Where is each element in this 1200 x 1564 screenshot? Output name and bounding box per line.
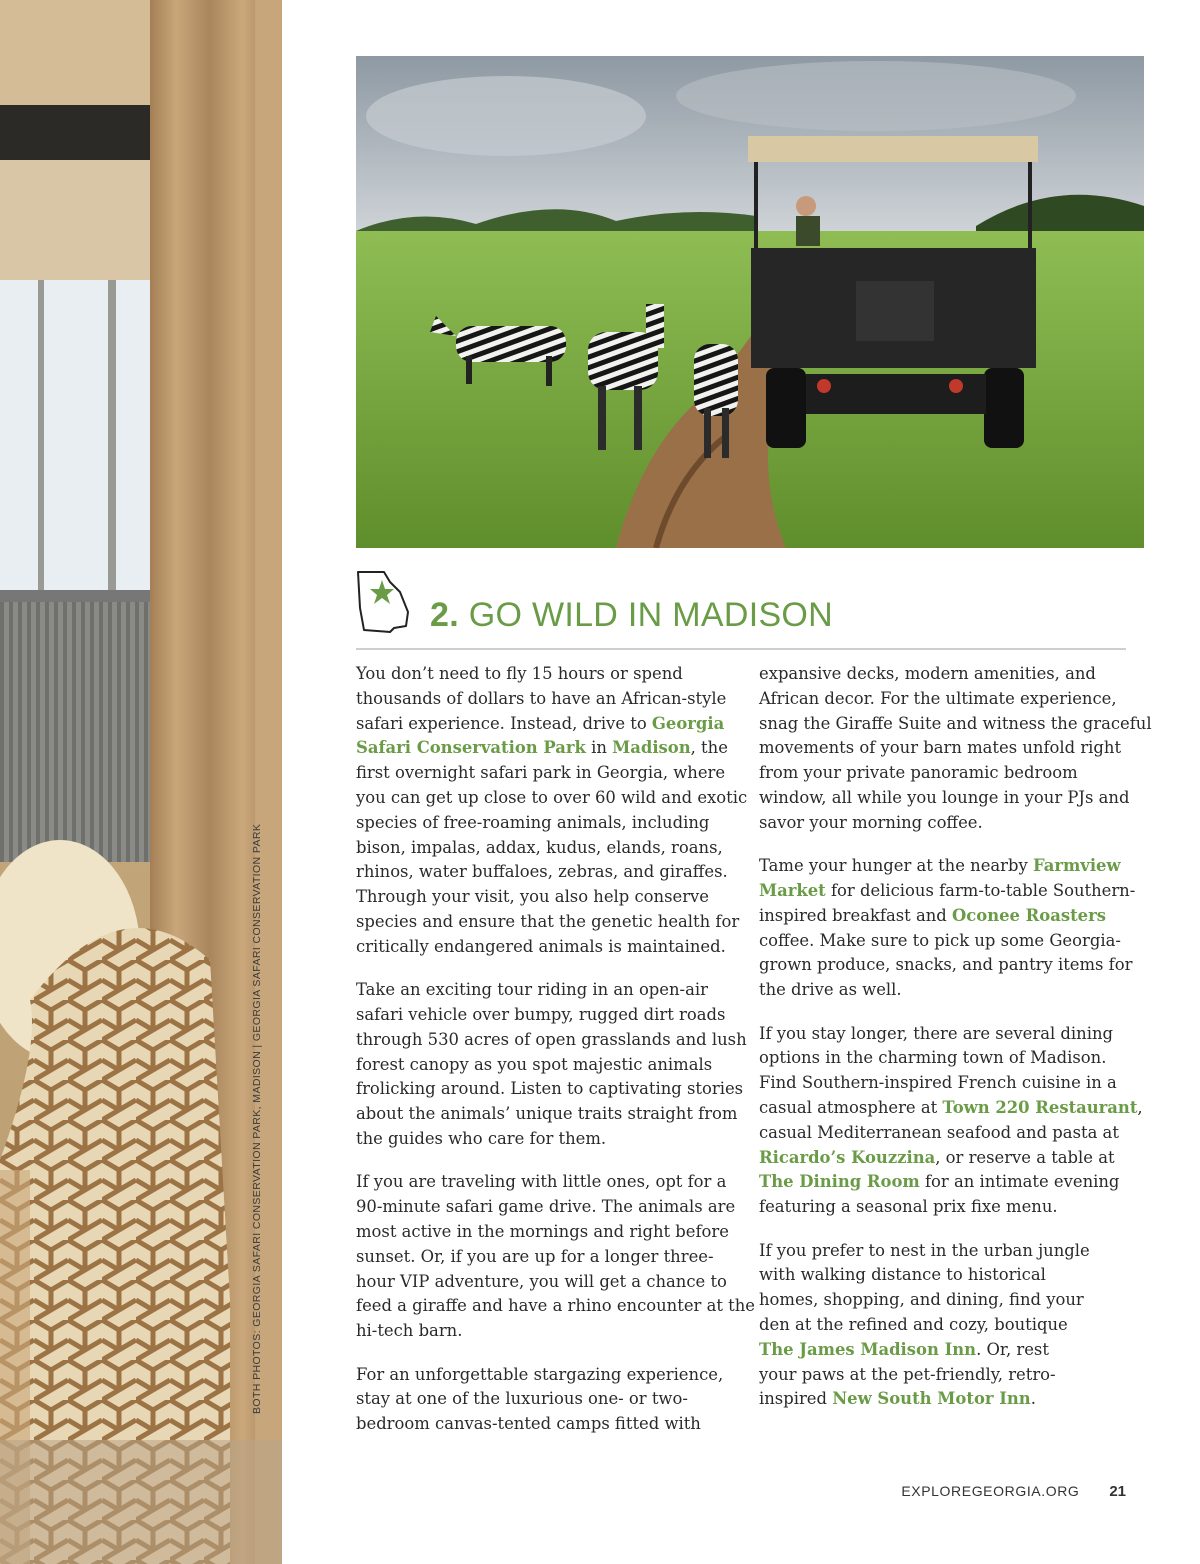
text-line: window, all while you lounge in your PJs and — [759, 787, 1130, 807]
text-line: through 530 acres of open grasslands and lush — [356, 1029, 747, 1049]
text-line: For an unforgettable stargazing experience, — [356, 1364, 724, 1384]
paragraph — [759, 1022, 1143, 1220]
paragraph — [759, 854, 1136, 1003]
text-line: The James Madison Inn. Or, rest — [759, 1339, 1049, 1359]
footer-site: EXPLOREGEORGIA.ORG — [901, 1483, 1080, 1499]
text-line: casual Mediterranean seafood and pasta at — [759, 1122, 1119, 1142]
text-line: African decor. For the ultimate experience, — [759, 688, 1117, 708]
text-line: safari experience. Instead, drive to Georgia — [356, 713, 725, 733]
text-line: savor your morning coffee. — [759, 812, 983, 832]
text-line: safari vehicle over bumpy, rugged dirt roads — [356, 1004, 726, 1024]
place-link[interactable]: Madison — [612, 738, 691, 758]
text-line: Through your visit, you also help conserve — [356, 887, 710, 907]
left-column — [356, 662, 755, 1455]
text-line: expansive decks, modern amenities, and — [759, 664, 1096, 683]
section-heading — [430, 596, 833, 635]
text-line: the guides who care for them. — [356, 1128, 607, 1148]
text-line: inspired New South Motor Inn. — [759, 1389, 1036, 1409]
place-link[interactable]: Ricardo’s Kouzzina — [759, 1147, 936, 1167]
text-line: inspired breakfast and Oconee Roasters — [759, 905, 1106, 925]
text-line: your paws at the pet-friendly, retro- — [759, 1364, 1056, 1384]
section-title: GO WILD IN MADISON — [468, 596, 834, 634]
text-line: If you stay longer, there are several dining — [759, 1023, 1114, 1043]
place-link[interactable]: Farmview — [1032, 856, 1121, 876]
text-line: hour VIP adventure, you will get a chance to — [356, 1271, 727, 1291]
place-link[interactable]: Safari Conservation Park — [356, 738, 586, 758]
text-line: movements of your barn mates unfold right — [759, 738, 1122, 758]
text-line: frolicking around. Listen to captivating stories — [356, 1079, 744, 1099]
text-line: If you are traveling with little ones, opt for a — [356, 1172, 727, 1192]
text-line: forest canopy as you spot majestic animals — [356, 1054, 713, 1074]
text-line: Safari Conservation Park in Madison, the — [356, 738, 728, 758]
text-line: Take an exciting tour riding in an open-air — [356, 980, 708, 1000]
text-line: If you prefer to nest in the urban jungle — [759, 1240, 1090, 1260]
text-line: rhinos, water buffaloes, zebras, and giraffes. — [356, 862, 728, 882]
paragraph — [759, 1239, 1131, 1413]
text-line: first overnight safari park in Georgia, where — [356, 763, 726, 783]
page-footer — [901, 1483, 1126, 1500]
paragraph — [356, 662, 748, 960]
text-line: thousands of dollars to have an African-style — [356, 688, 727, 708]
paragraph — [356, 1170, 755, 1344]
text-line: most active in the mornings and right before — [356, 1221, 729, 1241]
text-line: bison, impalas, addax, kudus, elands, roans, — [356, 837, 723, 857]
text-line: snag the Giraffe Suite and witness the graceful — [759, 713, 1152, 733]
interior-photo — [0, 0, 282, 1564]
text-line: about the animals’ unique traits straight from — [356, 1104, 738, 1124]
text-line: Ricardo’s Kouzzina, or reserve a table at — [759, 1147, 1115, 1167]
paragraph — [759, 662, 1152, 836]
text-line: coffee. Make sure to pick up some Georgia- — [759, 930, 1121, 950]
paragraph — [356, 978, 747, 1152]
text-line: casual atmosphere at Town 220 Restaurant, — [759, 1097, 1143, 1117]
place-link[interactable]: Oconee Roasters — [952, 905, 1106, 925]
text-line: options in the charming town of Madison. — [759, 1048, 1107, 1068]
photo-credit: BOTH PHOTOS: GEORGIA SAFARI CONSERVATION PARK, MADISON | GEORGIA SAFARI CONSERVATION PARK — [251, 823, 263, 1414]
text-line: Tame your hunger at the nearby Farmview — [759, 856, 1121, 876]
text-line: You don’t need to fly 15 hours or spend — [356, 664, 683, 683]
place-link[interactable]: Town 220 Restaurant — [942, 1097, 1138, 1117]
text-line: grown produce, snacks, and pantry items for — [759, 955, 1133, 975]
safari-photo — [356, 56, 1144, 548]
text-line: hi-tech barn. — [356, 1321, 463, 1341]
place-link[interactable]: Georgia — [651, 713, 725, 733]
text-line: critically endangered animals is maintained. — [356, 936, 726, 956]
text-line: den at the refined and cozy, boutique — [759, 1314, 1068, 1334]
text-line: bedroom canvas-tented camps fitted with — [356, 1414, 701, 1434]
place-link[interactable]: New South Motor Inn — [832, 1389, 1031, 1409]
georgia-state-icon — [354, 568, 414, 634]
page-number: 21 — [1109, 1483, 1126, 1500]
heading-divider — [356, 648, 1126, 650]
text-line: 90-minute safari game drive. The animals are — [356, 1197, 736, 1217]
section-number: 2. — [430, 596, 459, 634]
text-line: you can get up close to over 60 wild and exotic — [356, 787, 748, 807]
text-line: Market for delicious farm-to-table Southern- — [759, 880, 1136, 900]
paragraph — [356, 1363, 728, 1437]
text-line: Find Southern-inspired French cuisine in a — [759, 1073, 1117, 1093]
text-line: with walking distance to historical — [759, 1265, 1046, 1285]
text-line: species of free-roaming animals, including — [356, 812, 710, 832]
text-line: from your private panoramic bedroom — [759, 763, 1078, 783]
text-line: The Dining Room for an intimate evening — [759, 1172, 1120, 1192]
text-line: sunset. Or, if you are up for a longer three- — [356, 1246, 714, 1266]
text-line: stay at one of the luxurious one- or two- — [356, 1389, 688, 1409]
text-line: homes, shopping, and dining, find your — [759, 1290, 1084, 1310]
text-line: feed a giraffe and have a rhino encounter at the — [356, 1296, 755, 1316]
text-line: featuring a seasonal prix fixe menu. — [759, 1197, 1058, 1217]
text-line: the drive as well. — [759, 980, 902, 1000]
text-line: species and ensure that the genetic health for — [356, 911, 740, 931]
right-column — [759, 662, 1152, 1431]
place-link[interactable]: The Dining Room — [759, 1172, 920, 1192]
place-link[interactable]: Market — [759, 880, 826, 900]
place-link[interactable]: The James Madison Inn — [759, 1339, 977, 1359]
